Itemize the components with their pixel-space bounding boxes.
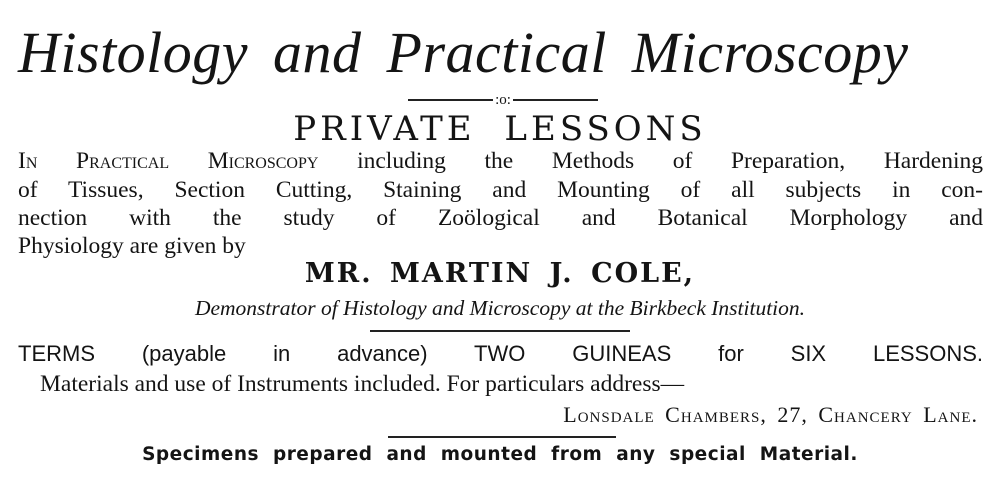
ornamental-divider — [408, 93, 598, 107]
body-line-1 — [18, 147, 983, 175]
separator-rule-2 — [388, 436, 616, 438]
body-intro-small-caps: In Practical Microscopy — [18, 148, 319, 174]
teacher-position: Demonstrator of Histology and Microscopy at the Birkbeck Institution. — [194, 296, 806, 320]
divider-rule-right — [513, 99, 598, 101]
separator-rule-1 — [370, 330, 630, 332]
address-line: Lonsdale Chambers, 27, Chancery Lane. — [563, 402, 978, 427]
ad-heading: PRIVATE LESSONS — [293, 109, 707, 149]
teacher-name: MR. MARTIN J. COLE, — [304, 258, 696, 289]
terms-line: TERMS (payable in advance) TWO GUINEAS for SIX LESSONS. — [18, 341, 983, 366]
divider-ornament: :o: — [495, 92, 511, 108]
footer-line: Specimens prepared and mounted from any special Material. — [142, 444, 858, 465]
materials-line: Materials and use of Instruments included. For particulars address— — [40, 371, 685, 397]
body-line-4: Physiology are given by — [18, 233, 246, 259]
divider-rule-left — [408, 99, 493, 101]
ad-title: Histology and Practical Microscopy — [18, 20, 909, 85]
body-line-2: of Tissues, Section Cutting, Staining and Mounting of all subjects in con- — [18, 177, 983, 203]
body-line-1-rest: including the Methods of Preparation, Hardening — [318, 148, 984, 174]
body-line-3: nection with the study of Zoölogical and Botanical Morphology and — [18, 205, 983, 231]
